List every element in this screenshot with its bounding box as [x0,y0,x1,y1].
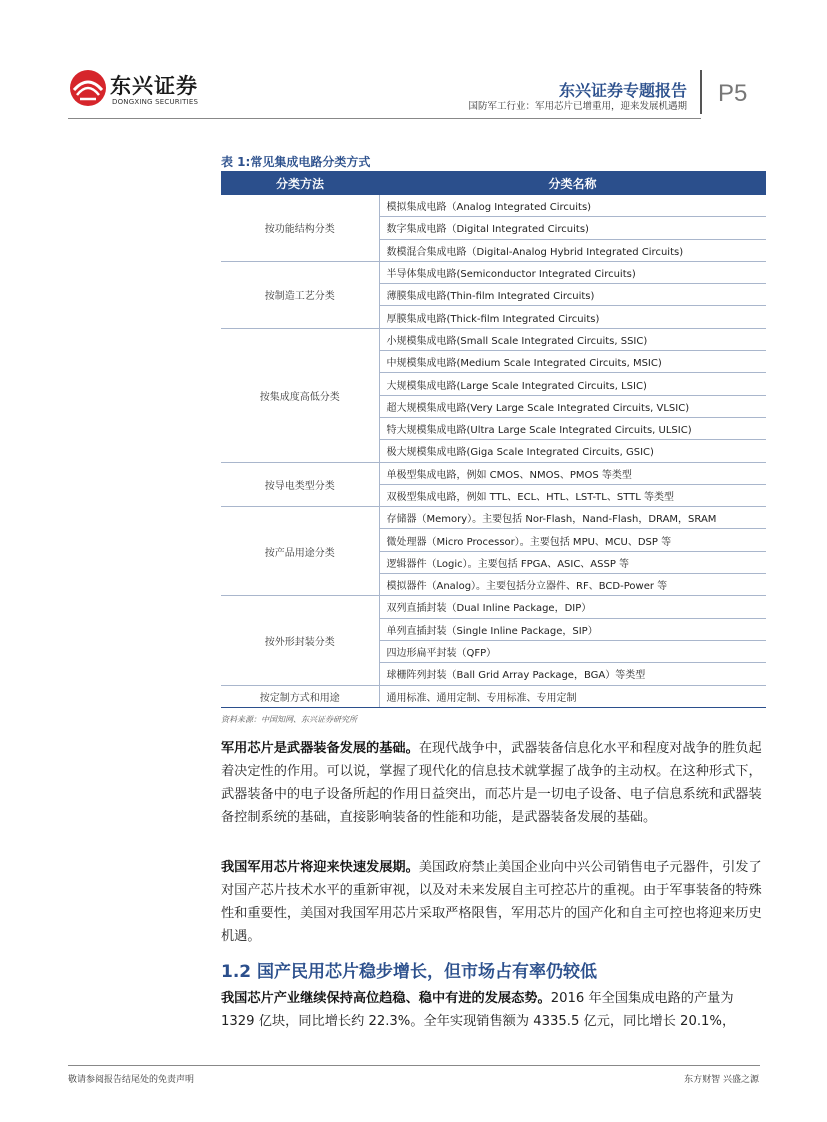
classification-method-cell: 按导电类型分类 [221,462,379,507]
classification-name-cell: 厚膜集成电路(Thick-film Integrated Circuits) [379,306,766,328]
paragraph-3-text: 2016 年全国集成电路的产量为 1329 亿块，同比增长约 22.3%。全年实现销售额为 4335.5 亿元，同比增长 20.1%， [221,991,736,1029]
paragraph-2-lead: 我国军用芯片将迎来快速发展期。 [221,860,419,875]
paragraph-3-lead: 我国芯片产业继续保持高位趋稳、稳中有进的发展态势。 [221,991,551,1006]
classification-table [221,171,766,708]
header-rule [68,118,701,119]
classification-name-cell: 球栅阵列封装（Ball Grid Array Package，BGA）等类型 [379,663,766,685]
classification-name-cell: 单极型集成电路，例如 CMOS、NMOS、PMOS 等类型 [379,462,766,484]
company-logo [68,68,198,114]
paragraph-2-text: 美国政府禁止美国企业向中兴公司销售电子元器件，引发了对国产芯片技术水平的重新审视，以及对未来发展自主可控芯片的重视。由于军事装备的特殊性和重要性，美国对我国军用芯片采取严格限售，军用芯片的国产化和自主可控也将迎来历史机遇。 [221,860,762,944]
header-name: 分类名称 [379,171,766,195]
table-source: 资料来源：中国知网、东兴证券研究所 [221,715,357,724]
classification-method-cell: 按外形封装分类 [221,596,379,685]
classification-name-cell: 存储器（Memory）。主要包括 Nor-Flash，Nand-Flash，DRAM，SRAM [379,507,766,529]
classification-name-cell: 小规模集成电路(Small Scale Integrated Circuits, SSIC) [379,328,766,350]
classification-name-cell: 数模混合集成电路（Digital-Analog Hybrid Integrated Circuits) [379,239,766,261]
table-row [221,195,766,217]
classification-name-cell: 特大规模集成电路(Ultra Large Scale Integrated Circuits, ULSIC) [379,417,766,439]
paragraph-2 [221,856,766,948]
classification-method-cell: 按产品用途分类 [221,507,379,596]
report-subtitle: 国防军工行业：军用芯片已增重用，迎来发展机遇期 [468,101,687,112]
table-row [221,596,766,618]
classification-method-cell: 按制造工艺分类 [221,261,379,328]
header-divider [700,70,702,114]
classification-name-cell: 双列直插封装（Dual Inline Package，DIP） [379,596,766,618]
table-row [221,685,766,707]
classification-name-cell: 大规模集成电路(Large Scale Integrated Circuits, LSIC) [379,373,766,395]
paragraph-1-text: 在现代战争中，武器装备信息化水平和程度对战争的胜负起着决定性的作用。可以说，掌握了现代化的信息技术就掌握了战争的主动权。在这种形式下，武器装备中的电子设备所起的作用日益突出，而芯片是一切电子设备、电子信息系统和武器装备控制系统的基础，直接影响装备的性能和功能，是武器装备发展的基础。 [221,741,762,825]
logo-mark-icon [68,68,108,108]
table-body [221,195,766,707]
table-row [221,462,766,484]
table-row [221,328,766,350]
table-header-row [221,171,766,195]
paragraph-3 [221,987,766,1033]
footer-rule [68,1065,760,1066]
paragraph-1 [221,737,766,829]
classification-method-cell: 按集成度高低分类 [221,328,379,462]
classification-name-cell: 逻辑器件（Logic）。主要包括 FPGA、ASIC、ASSP 等 [379,551,766,573]
logo-text-en: DONGXING SECURITIES [112,98,199,106]
classification-name-cell: 超大规模集成电路(Very Large Scale Integrated Circuits, VLSIC) [379,395,766,417]
classification-name-cell: 中规模集成电路(Medium Scale Integrated Circuits, MSIC) [379,351,766,373]
classification-name-cell: 极大规模集成电路(Giga Scale Integrated Circuits, GSIC) [379,440,766,462]
report-title: 东兴证券专题报告 [558,81,687,100]
classification-method-cell: 按功能结构分类 [221,195,379,261]
classification-name-cell: 半导体集成电路(Semiconductor Integrated Circuits) [379,261,766,283]
paragraph-1-lead: 军用芯片是武器装备发展的基础。 [221,741,419,756]
classification-name-cell: 微处理器（Micro Processor）。主要包括 MPU、MCU、DSP 等 [379,529,766,551]
classification-name-cell: 薄膜集成电路(Thin-film Integrated Circuits) [379,284,766,306]
table-row [221,261,766,283]
page-number: P5 [718,80,748,107]
logo-text-cn: 东兴证券 [110,74,198,98]
header-method: 分类方法 [221,171,379,195]
classification-name-cell: 双极型集成电路，例如 TTL、ECL、HTL、LST-TL、STTL 等类型 [379,484,766,506]
classification-name-cell: 模拟器件（Analog）。主要包括分立器件、RF、BCD-Power 等 [379,574,766,596]
classification-method-cell: 按定制方式和用途 [221,685,379,707]
footer-slogan: 东方财智 兴盛之源 [684,1075,759,1085]
table-title: 表 1:常见集成电路分类方式 [221,155,371,169]
classification-name-cell: 模拟集成电路（Analog Integrated Circuits) [379,195,766,217]
classification-name-cell: 四边形扁平封装（QFP） [379,640,766,662]
footer-disclaimer: 敬请参阅报告结尾处的免责声明 [68,1075,195,1085]
section-heading: 1.2 国产民用芯片稳步增长，但市场占有率仍较低 [221,962,598,982]
classification-name-cell: 通用标准、通用定制、专用标准、专用定制 [379,685,766,707]
classification-name-cell: 数字集成电路（Digital Integrated Circuits) [379,217,766,239]
table-row [221,507,766,529]
classification-name-cell: 单列直插封装（Single Inline Package，SIP） [379,618,766,640]
